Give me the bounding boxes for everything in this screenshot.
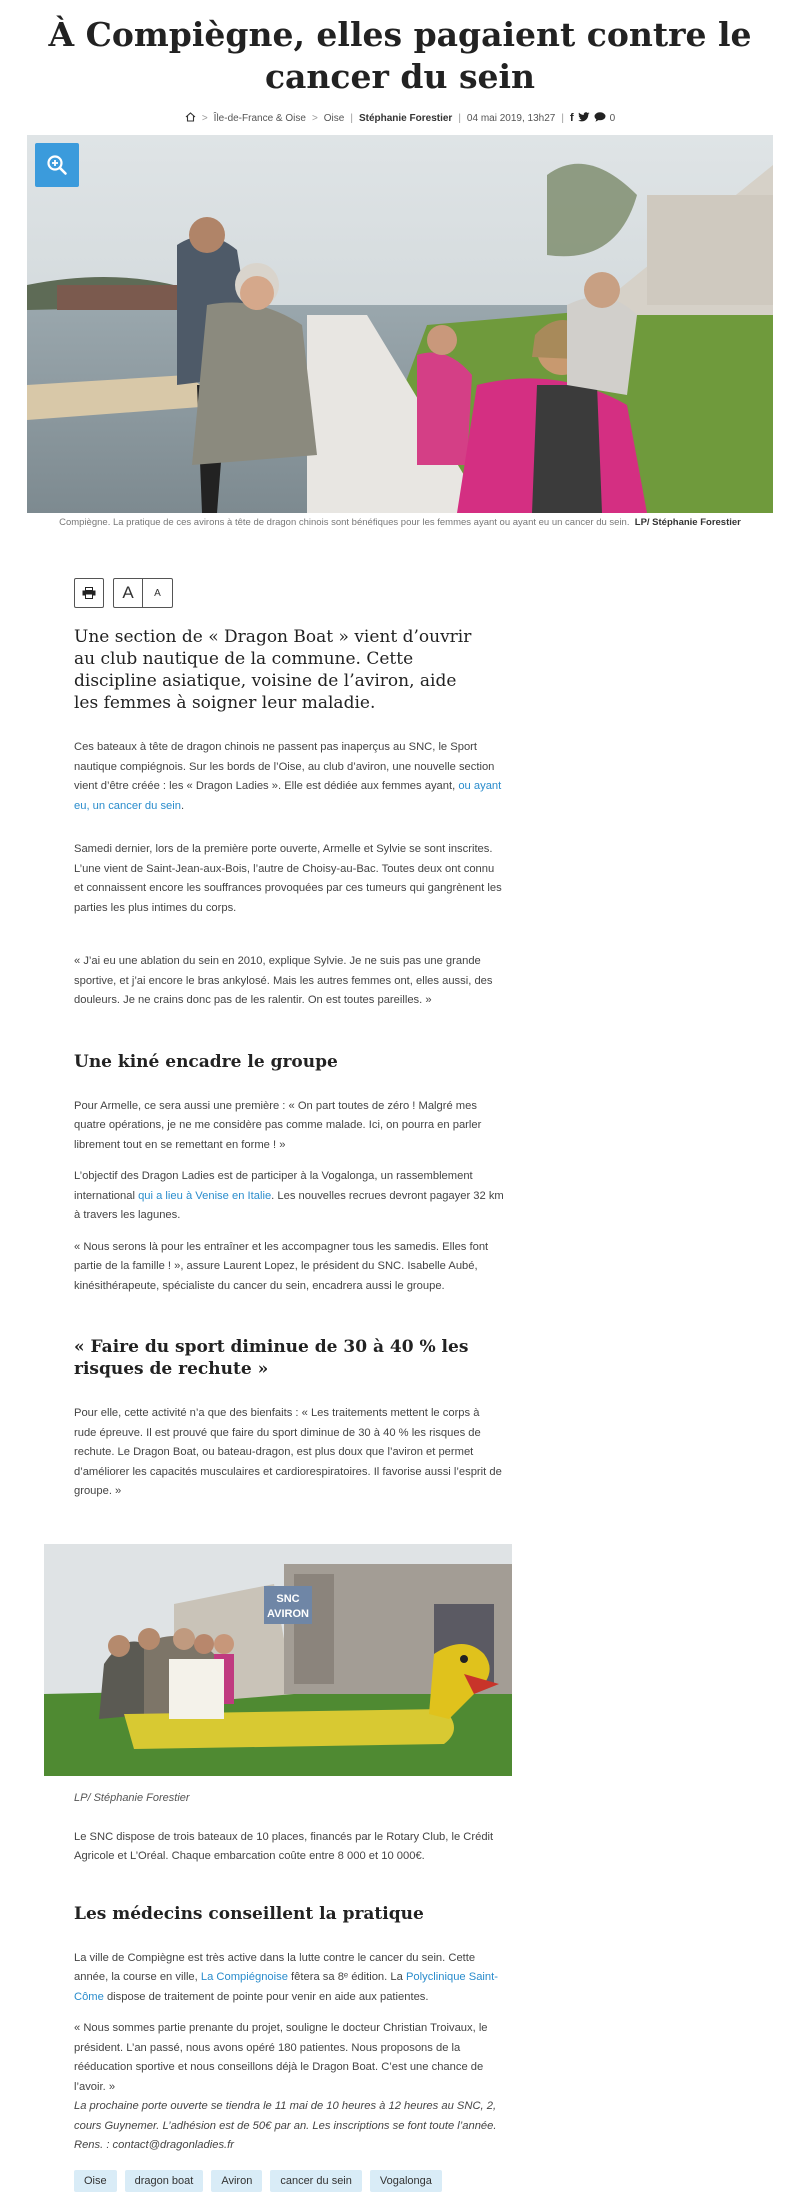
dragon-boat-photo bbox=[44, 1544, 512, 1776]
venise-link[interactable]: qui a lieu à Venise en Italie bbox=[138, 1189, 272, 1202]
twitter-icon[interactable] bbox=[578, 112, 590, 125]
breadcrumb-department[interactable]: Oise bbox=[323, 112, 345, 124]
comment-count: 0 bbox=[609, 112, 616, 124]
paragraph-text: . Les nouvelles recrues devront pagayer 32 km à travers les lagunes. bbox=[74, 1189, 504, 1221]
author-name[interactable]: Stéphanie Forestier bbox=[358, 112, 453, 124]
paragraph-text: dispose de traitement de pointe pour venir en aide aux patientes. bbox=[103, 1990, 429, 2003]
font-size-controls bbox=[113, 578, 173, 608]
font-increase-button[interactable]: A bbox=[114, 579, 143, 607]
paragraph-info: La prochaine porte ouverte se tiendra le 11 mai de 10 heures à 12 heures au SNC, 2, cours Guynemer. L’adhésion est de 50€ par an. Les inscriptions se font toute l’année. Rens. : contact@dragonladies.fr bbox=[74, 2100, 497, 2151]
hero-photo bbox=[27, 135, 773, 513]
hero-credit: LP/ Stéphanie Forestier bbox=[634, 517, 741, 528]
paragraph: Pour Armelle, ce sera aussi une première : « On part toutes de zéro ! Malgré mes quatre opérations, je ne me considère pas comme malade. Ici, on pourra en parler librement tout en se remettant en forme ! » bbox=[74, 1099, 482, 1151]
paragraph-text: . bbox=[180, 799, 185, 812]
tag-list bbox=[74, 2170, 504, 2192]
breadcrumb-separator: > bbox=[201, 112, 208, 124]
tag[interactable]: Aviron bbox=[211, 2170, 262, 2192]
article-meta bbox=[0, 110, 800, 126]
paragraph-quote: « Nous sommes partie prenante du projet, souligne le docteur Christian Troivaux, le président. L’an passé, nous avons opéré 180 patientes. Nous proposons de la rééducation sportive et nous conseillons déjà le Dragon Boat. C’est une chance de l’avoir. » bbox=[74, 2022, 488, 2093]
meta-divider: | bbox=[350, 112, 353, 124]
dragon-boat-illustration bbox=[44, 1544, 512, 1776]
tag[interactable]: cancer du sein bbox=[270, 2170, 362, 2192]
comment-icon[interactable] bbox=[594, 112, 606, 125]
tag[interactable]: Oise bbox=[74, 2170, 117, 2192]
cancer-link[interactable]: ou ayant eu, un cancer du sein bbox=[74, 780, 502, 812]
boat-sign-text: AVIRON bbox=[267, 1607, 309, 1620]
font-decrease-button[interactable]: A bbox=[154, 587, 161, 599]
section-heading-kine: Une kiné encadre le groupe bbox=[74, 1051, 338, 1072]
zoom-icon bbox=[46, 154, 68, 176]
section-heading-sport: « Faire du sport diminue de 30 à 40 % les risques de rechute » bbox=[74, 1337, 469, 1379]
section-heading-medecins: Les médecins conseillent la pratique bbox=[74, 1903, 424, 1924]
compiegnoise-link[interactable]: La Compiégnoise bbox=[200, 1971, 288, 1983]
breadcrumb-separator: > bbox=[311, 112, 318, 124]
paragraph bbox=[74, 1167, 504, 1226]
article-tools bbox=[74, 578, 504, 608]
meta-divider: | bbox=[561, 112, 564, 124]
home-icon[interactable] bbox=[185, 112, 196, 125]
publish-date: 04 mai 2019, 13h27 bbox=[466, 112, 556, 124]
hero-caption bbox=[27, 517, 773, 528]
paragraph-text: La ville de Compiègne est très active dans la lutte contre le cancer du sein. Cette année, la course en ville, bbox=[74, 1951, 476, 1983]
article-title: À Compiègne, elles pagaient contre le cancer du sein bbox=[48, 15, 752, 96]
polyclinique-link[interactable]: Polyclinique Saint-Côme bbox=[74, 1971, 498, 2003]
hero-caption-text: Compiègne. La pratique de ces avirons à tête de dragon chinois sont bénéfiques pour les femmes ayant ou ayant eu un cancer du sein. bbox=[59, 517, 630, 528]
breadcrumb-region[interactable]: Île-de-France & Oise bbox=[213, 112, 306, 124]
paragraph-quote: « J’ai eu une ablation du sein en 2010, explique Sylvie. Je ne suis pas une grande sportive, et j’ai encore le bras ankylosé. Mais les autres femmes ont, elles aussi, des douleurs. Je ne crains donc pas de les ralentir. On est toutes pareilles. » bbox=[74, 955, 493, 1006]
paragraph bbox=[74, 738, 504, 816]
tag[interactable]: Vogalonga bbox=[370, 2170, 442, 2192]
print-icon bbox=[82, 587, 96, 599]
article-body bbox=[74, 578, 504, 2192]
zoom-button[interactable] bbox=[35, 143, 79, 187]
paragraph: Pour elle, cette activité n’a que des bienfaits : « Les traitements mettent le corps à rude épreuve. Il est prouvé que faire du sport diminue de 30 à 40 % les risques de rechute. Le Dragon Boat, ou bateau-dragon, est plus doux que l’aviron et permet d’améliorer les capacités musculaires et cardiorespiratoires. Il favorise aussi l’esprit de groupe. » bbox=[74, 1407, 502, 1497]
paragraph-text: L’objectif des Dragon Ladies est de participer à la Vogalonga, un rassemblement international bbox=[74, 1170, 473, 1202]
paragraph: Samedi dernier, lors de la première porte ouverte, Armelle et Sylvie se sont inscrites. L’une vient de Saint-Jean-aux-Bois, l’autre de Choisy-au-Bac. Toutes deux ont connu et connaissent encore les souffrances provoquées par ces tumeurs qui gangrènent les parties les plus intimes du corps. bbox=[74, 843, 502, 914]
paragraph: Le SNC dispose de trois bateaux de 10 places, financés par le Rotary Club, le Crédit Agricole et L’Oréal. Chaque embarcation coûte entre 8 000 et 10 000€. bbox=[74, 1830, 494, 1862]
tag[interactable]: dragon boat bbox=[125, 2170, 204, 2192]
meta-divider: | bbox=[458, 112, 461, 124]
paragraph bbox=[74, 1949, 504, 2008]
paragraph-text: Ces bateaux à tête de dragon chinois ne passent pas inaperçus au SNC, le Sport nautique compiégnois. Sur les bords de l’Oise, au club d’aviron, une nouvelle section vient d’être créée : les « Dragon Ladies ». Elle est dédiée aux femmes ayant, bbox=[74, 741, 495, 792]
boat-sign-text: SNC bbox=[276, 1592, 300, 1605]
facebook-icon[interactable]: f bbox=[569, 112, 574, 124]
article-lead: Une section de « Dragon Boat » vient d’ouvrir au club nautique de la commune. Cette discipline asiatique, voisine de l’aviron, aide les femmes à soigner leur maladie. bbox=[74, 627, 472, 713]
paragraph-text: fêtera sa 8ᵉ édition. La bbox=[287, 1971, 406, 1983]
photo-caption: LP/ Stéphanie Forestier bbox=[74, 1791, 190, 1804]
hero-photo-illustration bbox=[27, 135, 773, 513]
print-button[interactable] bbox=[74, 578, 104, 608]
paragraph: « Nous serons là pour les entraîner et les accompagner tous les samedis. Elles font partie de la famille ! », assure Laurent Lopez, le président du SNC. Isabelle Aubé, kinésithérapeute, spécialiste du cancer du sein, encadrera aussi le groupe. bbox=[74, 1240, 489, 1292]
